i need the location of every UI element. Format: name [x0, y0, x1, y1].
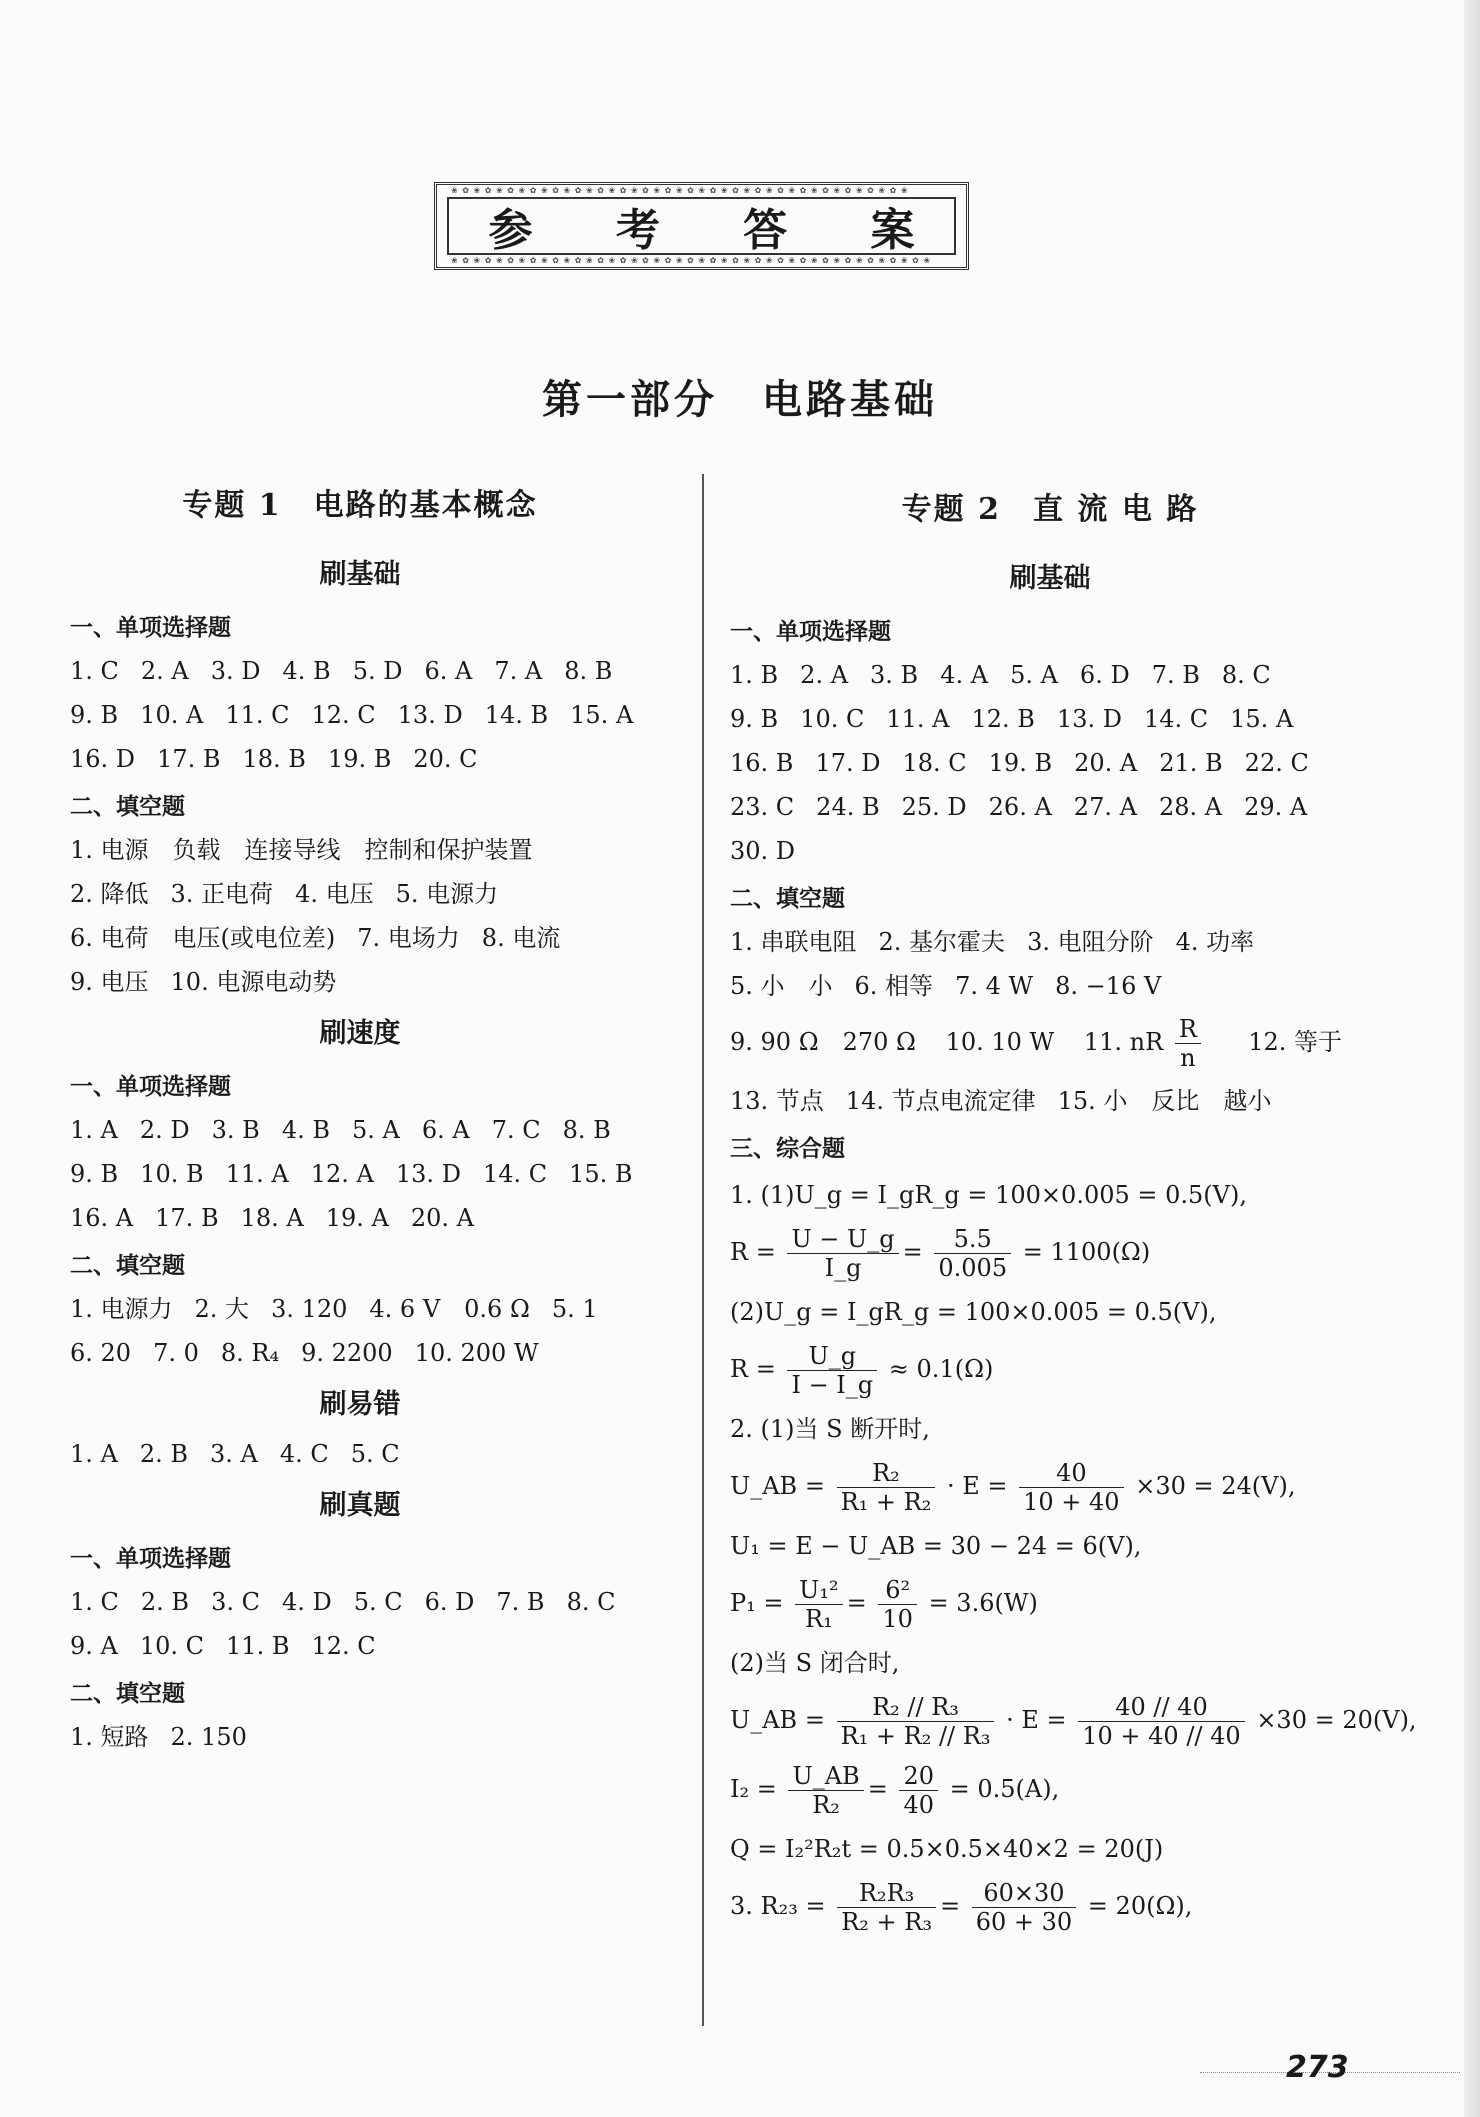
page-title: 参 考 答 案 [488, 205, 949, 256]
answer: 5. A [351, 1116, 400, 1144]
answer: 2. A [800, 661, 849, 689]
answer: 12. A [310, 1160, 374, 1188]
answer-line [70, 1587, 650, 1617]
answer: 8. B [564, 657, 613, 685]
answer: 13. D [1056, 705, 1122, 733]
answer: 12. B [971, 705, 1035, 733]
answer: 8. −16 V [1055, 972, 1162, 1000]
answer: 11. A [225, 1160, 289, 1188]
answer: 6. 电荷 电压(或电位差) [70, 924, 336, 952]
group-title: 二、填空题 [730, 885, 845, 912]
answer: 7. 4 W [955, 972, 1034, 1000]
answer: 2. A [140, 657, 189, 685]
answer-line [70, 835, 650, 865]
answer-line [730, 836, 1370, 866]
answer: 20. A [410, 1204, 474, 1232]
answer: 1. B [730, 661, 779, 689]
title-banner [434, 182, 969, 270]
answer: 6. D [424, 1588, 475, 1616]
answer: 14. B [484, 701, 549, 729]
answer: 2. 基尔霍夫 [878, 928, 1006, 956]
formula-line: R = $\frac{U - U\_g}{I\_g}$ = $\frac{5.5}{0.005}$ = 1100(Ω) [730, 1225, 1151, 1282]
answer: 2. 大 [194, 1295, 250, 1323]
answer-line [70, 1115, 650, 1145]
section-title: 刷基础 [319, 559, 401, 590]
part-title: 第一部分 电路基础 [542, 376, 938, 423]
answer: 17. B [155, 1204, 219, 1232]
answer: 3. C [211, 1588, 260, 1616]
section-title: 刷真题 [319, 1490, 401, 1521]
answer: 6. A [421, 1116, 470, 1144]
answer: 9. B [730, 705, 779, 733]
formula-line: 1. (1)U_g = I_gR_g = 100×0.005 = 0.5(V), [730, 1181, 1247, 1209]
answer: 6. A [424, 657, 473, 685]
formula-line: (2)当 S 闭合时, [730, 1649, 900, 1677]
answer-line [70, 879, 650, 909]
formula-line: (2)U_g = I_gR_g = 100×0.005 = 0.5(V), [730, 1298, 1217, 1326]
group-title: 一、单项选择题 [70, 1073, 231, 1100]
answer: 1. 电源力 [70, 1295, 173, 1323]
answer: 26. A [988, 793, 1052, 821]
answer: 10. 电源电动势 [170, 968, 337, 996]
answer-line [70, 1294, 650, 1324]
formula-line: P₁ = $\frac{\text{U₁²}}{\text{R₁}}$ = $\frac{\text{6²}}{10}$ = 3.6(W) [730, 1576, 1038, 1633]
answer: 13. D [397, 701, 463, 729]
answer-line [730, 927, 1370, 957]
answer-list [730, 660, 1370, 866]
answer: 15. A [1230, 705, 1294, 733]
column-divider [702, 474, 704, 2026]
answer: 1. 短路 [70, 1723, 149, 1751]
answer: 9. 90 Ω 270 Ω [730, 1028, 916, 1056]
group-title: 一、单项选择题 [70, 614, 231, 641]
answer: 14. C [482, 1160, 548, 1188]
group-title: 一、单项选择题 [730, 618, 891, 645]
answer-line [70, 700, 650, 730]
answer: 9. 电压 [70, 968, 149, 996]
answer: 7. 0 [153, 1339, 199, 1367]
answer: 28. A [1158, 793, 1223, 821]
answer: 7. B [1151, 661, 1200, 689]
answer: 21. B [1159, 749, 1223, 777]
answer: 17. D [815, 749, 881, 777]
answer: 18. C [902, 749, 967, 777]
answer: 13. D [395, 1160, 461, 1188]
answer: 4. D [281, 1588, 332, 1616]
answer: 2. D [139, 1116, 190, 1144]
formula-line: I₂ = $\frac{U\_AB}{\text{R₂}}$ = $\frac{20}{40}$ = 0.5(A), [730, 1762, 1060, 1819]
answer: 10. A [140, 701, 204, 729]
answer: 9. B [70, 701, 119, 729]
answer: 16. B [730, 749, 794, 777]
answer: 5. D [352, 657, 403, 685]
answer: 4. C [279, 1440, 329, 1468]
answer-line [70, 1203, 650, 1233]
answer: 3. 正电荷 [170, 880, 274, 908]
answer: 19. B [988, 749, 1053, 777]
answer: 13. 节点 [730, 1087, 824, 1115]
answer: 5. 电源力 [395, 880, 499, 908]
section-title: 刷易错 [319, 1389, 401, 1420]
answer: 10. C [800, 705, 865, 733]
answer: 15. B [569, 1160, 633, 1188]
answer: 23. C [730, 793, 795, 821]
answer: 20. A [1074, 749, 1138, 777]
answer: 5. C [350, 1440, 400, 1468]
answer: 17. B [157, 745, 221, 773]
topic-title: 专题 2 直 流 电 路 [901, 492, 1199, 527]
group-title: 一、单项选择题 [70, 1545, 231, 1572]
answer: 30. D [730, 837, 796, 865]
answer-line [730, 971, 1370, 1001]
answer-line [70, 923, 650, 953]
answer: 8. B [562, 1116, 611, 1144]
answer: 16. A [70, 1204, 134, 1232]
answer: 2. B [139, 1440, 189, 1468]
answer: 15. 小 反比 越小 [1057, 1087, 1272, 1115]
answer: 4. 功率 [1175, 928, 1255, 956]
answer: 11. B [226, 1632, 290, 1660]
answer: 3. 120 [271, 1295, 348, 1323]
banner-ornament-bottom: ❀ ✿ ❀ ✿ ❀ ✿ ❀ ✿ ❀ ✿ ❀ ✿ ❀ ✿ ❀ ✿ ❀ ✿ ❀ ✿ ❀ ✿ ❀ ✿ ❀ ✿ ❀ ✿ ❀ ✿ ❀ ✿ ❀ ✿ ❀ ✿ ❀ ✿ ❀ ✿ ❀ ✿ ❀ [451, 257, 932, 265]
section-title: 刷速度 [319, 1018, 401, 1049]
answer: 12. C [311, 1632, 376, 1660]
answer: 4. 电压 [295, 880, 374, 908]
answer-line [70, 744, 650, 774]
answer: 1. A [70, 1116, 118, 1144]
answer: 5. C [353, 1588, 403, 1616]
answer: 8. C [1221, 661, 1271, 689]
answer: 1. C [70, 1588, 119, 1616]
answer: 3. B [870, 661, 919, 689]
answer-line [70, 1722, 650, 1752]
group-title: 二、填空题 [70, 793, 185, 820]
answer: 3. 电阻分阶 [1027, 928, 1154, 956]
answer: 16. D [70, 745, 136, 773]
page-number: 273 [1286, 2050, 1349, 2085]
answer: 2. 150 [170, 1723, 247, 1751]
answer: 6. 相等 [854, 972, 934, 1000]
answer: 19. A [325, 1204, 389, 1232]
answer: 22. C [1244, 749, 1309, 777]
formula-line: R = $\frac{U\_g}{I - I\_g}$ ≈ 0.1(Ω) [730, 1342, 994, 1399]
answer: 4. 6 V 0.6 Ω [369, 1295, 530, 1323]
fraction: $\frac{R}{n}$ [1175, 1015, 1201, 1072]
answer: 7. C [491, 1116, 541, 1144]
answer: 1. C [70, 657, 119, 685]
answer: 15. A [570, 701, 634, 729]
answer: 10. B [140, 1160, 204, 1188]
page-edge [1464, 0, 1480, 2117]
answer: 6. D [1079, 661, 1130, 689]
answer-line [730, 748, 1370, 778]
section-title: 刷基础 [1009, 563, 1091, 594]
answer: 3. A [210, 1440, 258, 1468]
answer: 3. D [210, 657, 261, 685]
banner-ornament-top: ❀ ✿ ❀ ✿ ❀ ✿ ❀ ✿ ❀ ✿ ❀ ✿ ❀ ✿ ❀ ✿ ❀ ✿ ❀ ✿ ❀ ✿ ❀ ✿ ❀ ✿ ❀ ✿ ❀ ✿ ❀ ✿ ❀ ✿ ❀ ✿ ❀ ✿ ❀ ✿ ❀ [451, 187, 909, 195]
answer: 8. R₄ [220, 1339, 280, 1367]
answer: 1. 串联电阻 [730, 928, 857, 956]
answer: 14. C [1143, 705, 1209, 733]
group-title: 二、填空题 [70, 1680, 185, 1707]
answer-line [70, 1631, 650, 1661]
answer-line [730, 704, 1370, 734]
answer: 4. A [940, 661, 989, 689]
formula-line: U_AB = $\frac{\text{R₂}}{\text{R₁ + R₂}}$ · E = $\frac{40}{10 + 40}$ ×30 = 24(V), [730, 1459, 1296, 1516]
answer-line [730, 660, 1370, 690]
answer: 24. B [816, 793, 880, 821]
answer: 8. 电流 [481, 924, 561, 952]
answer: 7. B [496, 1588, 545, 1616]
answer: 7. 电场力 [357, 924, 460, 952]
answer: 25. D [901, 793, 967, 821]
answer-line [730, 792, 1370, 822]
formula-line: U_AB = $\frac{\text{R₂ // R₃}}{\text{R₁ + R₂ // R₃}}$ · E = $\frac{40 // 40}{10 + 40 // 40}$ ×30 = 20(V), [730, 1693, 1417, 1750]
answer: 11. C [225, 701, 290, 729]
formula-line: Q = I₂²R₂t = 0.5×0.5×40×2 = 20(J) [730, 1835, 1164, 1863]
answer-line [70, 967, 650, 997]
answer: 6. 20 [70, 1339, 132, 1367]
answer: 14. 节点电流定律 [845, 1087, 1036, 1115]
answer-line [70, 1159, 650, 1189]
answer: 11. nR [1083, 1028, 1164, 1056]
answer: 10. 200 W [414, 1339, 539, 1367]
answer: 19. B [327, 745, 392, 773]
answer: 18. B [242, 745, 306, 773]
answer: 7. A [494, 657, 543, 685]
answer: 1. A [70, 1440, 118, 1468]
answer-list [730, 927, 1370, 1001]
answer: 5. A [1010, 661, 1058, 689]
left-column [70, 480, 650, 1766]
answer: 12. C [311, 701, 376, 729]
answer: 2. 降低 [70, 880, 149, 908]
answer-line [70, 1439, 650, 1469]
answer: 1. 电源 负载 连接导线 控制和保护装置 [70, 836, 533, 864]
group-title: 二、填空题 [70, 1252, 185, 1279]
answer: 4. B [282, 657, 331, 685]
right-column [730, 484, 1417, 1948]
answer: 29. A [1244, 793, 1308, 821]
answer: 12. 等于 [1248, 1028, 1342, 1056]
answer-line [730, 1086, 1370, 1116]
formula-line: 2. (1)当 S 断开时, [730, 1415, 930, 1443]
answer: 10. 10 W [945, 1028, 1055, 1056]
answer: 3. B [211, 1116, 260, 1144]
formula-line: 3. R₂₃ = $\frac{\text{R₂R₃}}{\text{R₂ + R₃}}$ = $\frac{60\times 30}{60 + 30}$ = 20(Ω), [730, 1879, 1193, 1936]
answer-line [730, 1015, 1370, 1072]
answer: 5. 小 小 [730, 972, 833, 1000]
answer: 18. A [240, 1204, 304, 1232]
answer: 20. C [413, 745, 478, 773]
answer: 9. B [70, 1160, 119, 1188]
answer: 8. C [566, 1588, 616, 1616]
answer: 10. C [139, 1632, 205, 1660]
answer: 2. B [140, 1588, 190, 1616]
answer: 27. A [1073, 793, 1137, 821]
group-title: 三、综合题 [730, 1135, 845, 1162]
formula-line: U₁ = E − U_AB = 30 − 24 = 6(V), [730, 1532, 1142, 1560]
answer: 11. A [886, 705, 950, 733]
answer: 5. 1 [551, 1295, 598, 1323]
topic-title: 专题 1 电路的基本概念 [182, 488, 538, 523]
answer: 9. 2200 [301, 1339, 393, 1367]
answer: 9. A [70, 1632, 118, 1660]
answer-line [70, 656, 650, 686]
answer-line [70, 1338, 650, 1368]
answer: 4. B [281, 1116, 330, 1144]
